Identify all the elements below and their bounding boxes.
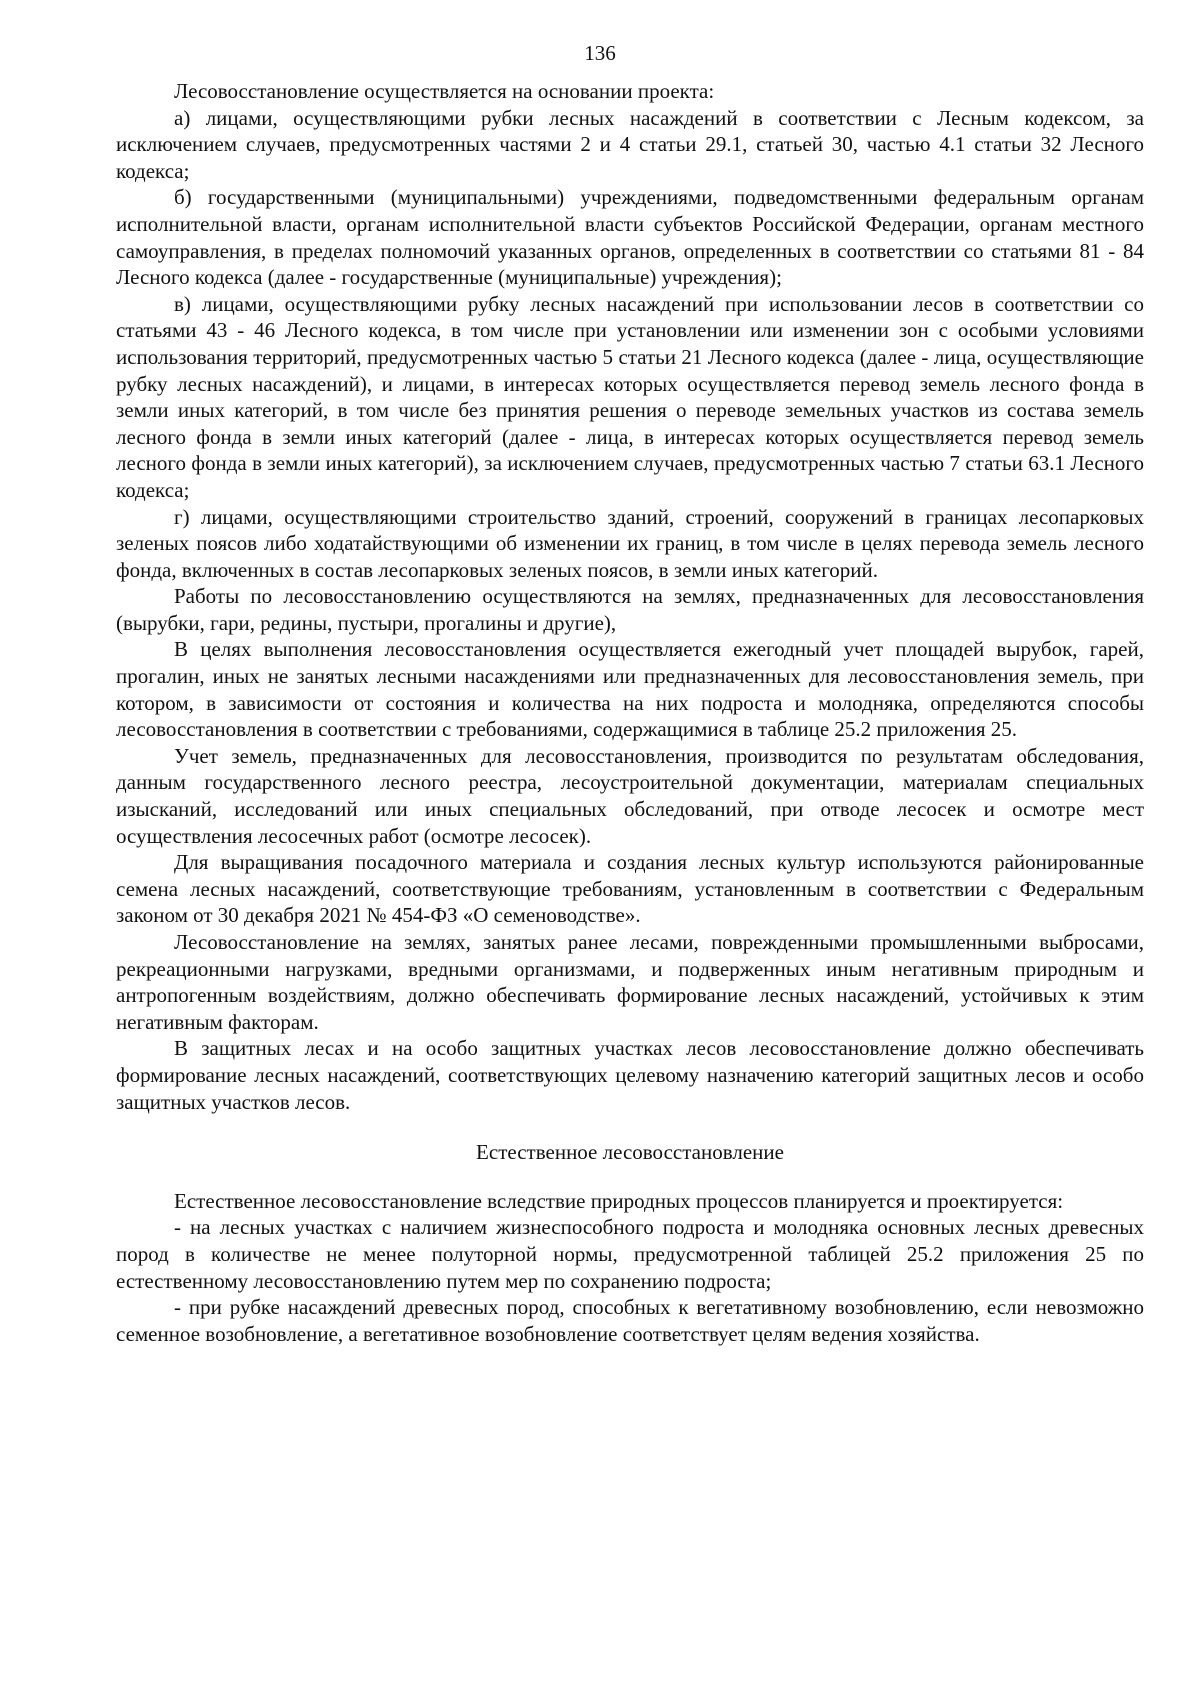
paragraph: в) лицами, осуществляющими рубку лесных насаждений при использовании лесов в соответствии со статьями 43 - 46 Лесного кодекса, в том числе при установлении или изменении зон с особыми условиями использования территорий, предусмотренных частью 5 статьи 21 Лесного кодекса (далее - лица, осуществляющие рубку лесных насаждений), и лицами, в интересах которых осуществляется перевод земель лесного фонда в земли иных категорий, в том числе без принятия решения о переводе земельных участков из состава земель лесного фонда в земли иных категорий (далее - лица, в интересах которых осуществляется перевод земель лесного фонда в земли иных категорий), за исключением случаев, предусмотренных частью 7 статьи 63.1 Лесного кодекса;: [116, 291, 1144, 502]
page-number: 136: [584, 41, 616, 65]
paragraph: - при рубке насаждений древесных пород, способных к вегетативному возобновлению, если невозможно семенное возобновление, а вегетативное возобновление соответствует целям ведения хозяйства.: [116, 1295, 1144, 1346]
paragraph: Работы по лесовосстановлению осуществляются на землях, предназначенных для лесовосстановления (вырубки, гари, редины, пустыри, прогалины и другие),: [116, 584, 1144, 635]
paragraph: а) лицами, осуществляющими рубки лесных насаждений в соответствии с Лесным кодексом, за исключением случаев, предусмотренных частями 2 и 4 статьи 29.1, статьей 30, частью 4.1 статьи 32 Лесного кодекса;: [116, 105, 1144, 183]
paragraph: Лесовосстановление осуществляется на основании проекта:: [174, 79, 715, 103]
paragraph: г) лицами, осуществляющими строительство зданий, строений, сооружений в границах лесопарковых зеленых поясов либо ходатайствующими об изменении их границ, в том числе в целях перевода земель лесного фонда, включенных в состав лесопарковых зеленых поясов, в земли иных категорий.: [116, 504, 1144, 582]
paragraph: б) государственными (муниципальными) учреждениями, подведомственными федеральным органам исполнительной власти, органам исполнительной власти субъектов Российской Федерации, органам местного самоуправления, в пределах полномочий указанных органов, определенных в соответствии со статьями 81 - 84 Лесного кодекса (далее - государственные (муниципальные) учреждения);: [116, 185, 1144, 290]
paragraph: Для выращивания посадочного материала и создания лесных культур используются районированные семена лесных насаждений, соответствующие требованиям, установленным в соответствии с Федеральным законом от 30 декабря 2021 № 454-ФЗ «О семеноводстве».: [116, 850, 1144, 928]
paragraph: В защитных лесах и на особо защитных участках лесов лесовосстановление должно обеспечивать формирование лесных насаждений, соответствующих целевому назначению категорий защитных лесов и особо защитных участков лесов.: [116, 1036, 1144, 1114]
section-heading: Естественное лесовосстановление: [476, 1140, 784, 1165]
paragraph: - на лесных участках с наличием жизнеспособного подроста и молодняка основных лесных древесных пород в количестве не менее полуторной нормы, предусмотренной таблицей 25.2 приложения 25 по естественному лесовосстановлению путем мер по сохранению подроста;: [116, 1215, 1144, 1293]
paragraph: В целях выполнения лесовосстановления осуществляется ежегодный учет площадей вырубок, гарей, прогалин, иных не занятых лесными насаждениями или предназначенных для лесовосстановления земель, при котором, в зависимости от состояния и количества на них подроста и молодняка, определяются способы лесовосстановления в соответствии с требованиями, содержащимися в таблице 25.2 приложения 25.: [116, 637, 1144, 742]
paragraph: Естественное лесовосстановление вследствие природных процессов планируется и проектируется:: [174, 1188, 1064, 1213]
document-body: [116, 78, 1144, 1347]
paragraph: Учет земель, предназначенных для лесовосстановления, производится по результатам обследования, данным государственного лесного реестра, лесоустроительной документации, материалам специальных изысканий, исследований или иных специальных обследований, при отводе лесосек и осмотре мест осуществления лесосечных работ (осмотре лесосек).: [116, 743, 1144, 848]
paragraph: Лесовосстановление на землях, занятых ранее лесами, поврежденными промышленными выбросами, рекреационными нагрузками, вредными организмами, и подверженных иным негативным природным и антропогенным воздействиям, должно обеспечивать формирование лесных насаждений, устойчивых к этим негативным факторам.: [116, 930, 1144, 1034]
